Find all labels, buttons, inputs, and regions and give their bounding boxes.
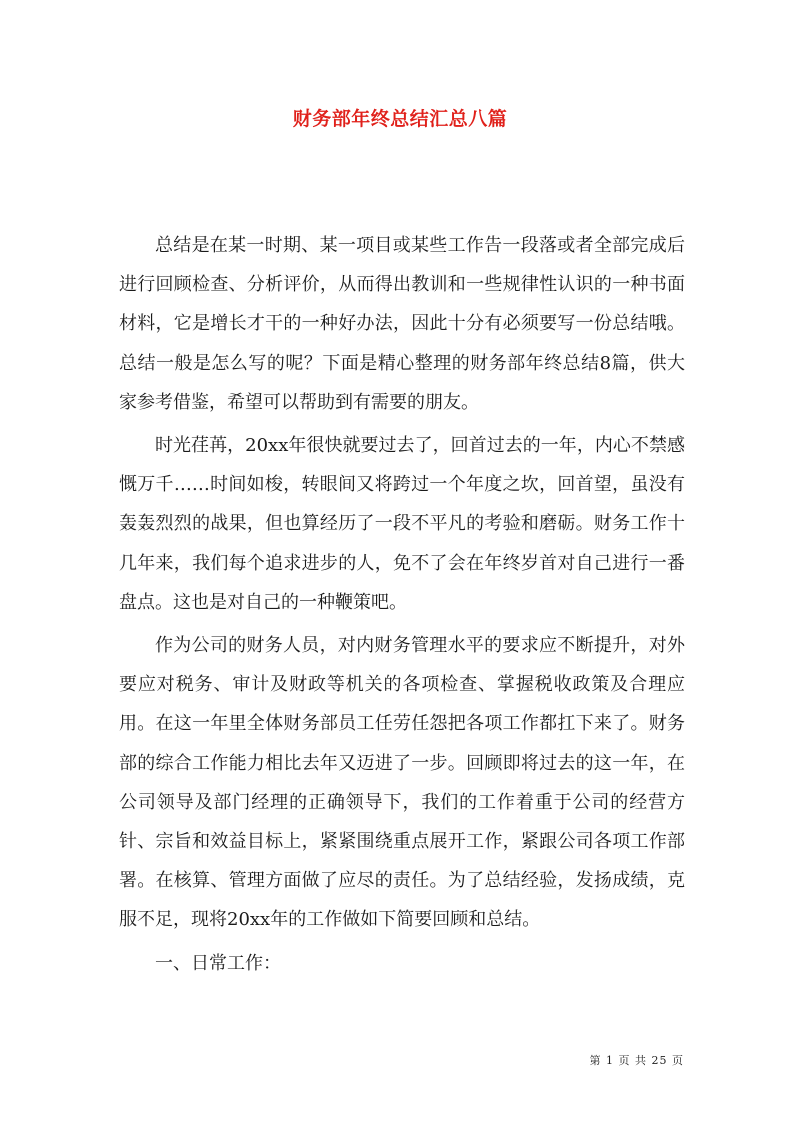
page-number: 第 1 页 共 25 页	[589, 1054, 684, 1067]
section-heading-daily-work: 一、日常工作：	[155, 952, 281, 974]
document-title: 财务部年终总结汇总八篇	[292, 108, 508, 130]
paragraph-intro: 总结是在某一时期、某一项目或某些工作告一段落或者全部完成后进行回顾检查、分析评价，从而得出教训和一些规律性认识的一种书面材料，它是增长才干的一种好办法，因此十分有必须要写一份总结哦。总结一般是怎么写的呢？下面是精心整理的财务部年终总结8篇，供大家参考借鉴，希望可以帮助到有需要的朋友。	[119, 235, 685, 413]
paragraph-reflection: 时光荏苒，20xx年很快就要过去了，回首过去的一年，内心不禁感慨万千……时间如梭，转眼间又将跨过一个年度之坎，回首望，虽没有轰轰烈烈的战果，但也算经历了一段不平凡的考验和磨砺。财务工作十几年来，我们每个追求进步的人，免不了会在年终岁首对自己进行一番盘点。这也是对自己的一种鞭策吧。	[119, 435, 685, 613]
paragraph-overview: 作为公司的财务人员，对内财务管理水平的要求应不断提升，对外要应对税务、审计及财政等机关的各项检查、掌握税收政策及合理应用。在这一年里全体财务部员工任劳任怨把各项工作都扛下来了。财务部的综合工作能力相比去年又迈进了一步。回顾即将过去的这一年，在公司领导及部门经理的正确领导下，我们的工作着重于公司的经营方针、宗旨和效益目标上，紧紧围绕重点展开工作，紧跟公司各项工作部署。在核算、管理方面做了应尽的责任。为了总结经验，发扬成绩，克服不足，现将20xx年的工作做如下简要回顾和总结。	[119, 635, 685, 931]
document-body	[119, 226, 685, 983]
